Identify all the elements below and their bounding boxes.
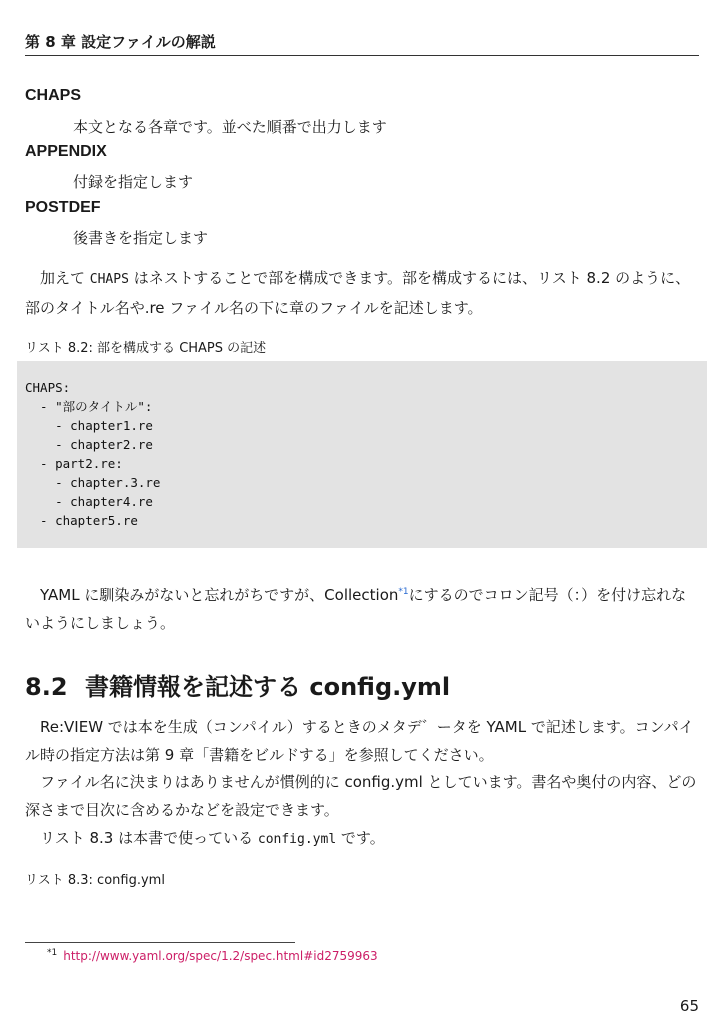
definition-desc-appendix: 付録を指定します — [73, 173, 194, 191]
listing-caption-8-3: リスト 8.3: config.yml — [25, 873, 165, 888]
definition-desc-chaps: 本文となる各章です。並べた順番で出力します — [73, 118, 387, 136]
listing-caption-8-2: リスト 8.2: 部を構成する CHAPS の記述 — [25, 341, 267, 356]
footnote — [47, 948, 378, 963]
page-number: 65 — [679, 997, 699, 1015]
code-listing-8-2 — [17, 361, 707, 548]
paragraph-listing-reference: リスト 8.3 は本書で使っている config.yml です。 — [40, 829, 385, 847]
definition-term-appendix: APPENDIX — [25, 143, 107, 160]
section-heading — [25, 667, 450, 702]
section-title: 書籍情報を記述する config.yml — [85, 673, 451, 701]
footnote-rule — [25, 942, 295, 943]
footnote-link[interactable]: http://www.yaml.org/spec/1.2/spec.html#id2759963 — [63, 949, 378, 963]
section-number: 8.2 — [25, 673, 68, 701]
header-rule — [25, 55, 699, 56]
paragraph-config-filename: ファイル名に決まりはありませんが慣例的に config.yml としています。書名や奥付の内容、どの深さまで目次に含めるかなどを設定できます。 — [25, 773, 697, 819]
paragraph-yaml-colon: YAML に馴染みがないと忘れがちですが、Collection$^{*1}$にするのでコロン記号（：）を付け忘れないようにしましょう。 — [25, 586, 687, 632]
running-header: 第 8 章 設定ファイルの解説 — [25, 33, 216, 51]
definition-term-chaps: CHAPS — [25, 87, 82, 104]
page — [25, 0, 699, 1024]
footnote-reference[interactable]: *1 — [398, 587, 409, 597]
footnote-mark: *1 — [47, 948, 58, 958]
paragraph-chaps-nesting: 加えて CHAPS はネストすることで部を構成できます。部を構成するには、リスト 8.2 のように、部のタイトル名や.re ファイル名の下に章のファイルを記述します。 — [25, 269, 691, 317]
inline-code-config: config.yml — [257, 832, 337, 847]
paragraph-review-metadata: Re:VIEW では本を生成（コンパイル）するときのメタデ゛ータを YAML で記述します。コンパイル時の指定方法は第 9 章「書籍をビルドする」を参照してください。 — [25, 718, 694, 764]
code-listing-8-2-text: CHAPS: - "部のタイトル": - chapter1.re - chapter2.re - part2.re: - chapter.3.re - chapter4.re - chapter5.re — [25, 380, 161, 528]
definition-term-postdef: POSTDEF — [25, 199, 101, 216]
definition-desc-postdef: 後書きを指定します — [73, 229, 209, 247]
inline-code-chaps: CHAPS — [89, 272, 129, 287]
